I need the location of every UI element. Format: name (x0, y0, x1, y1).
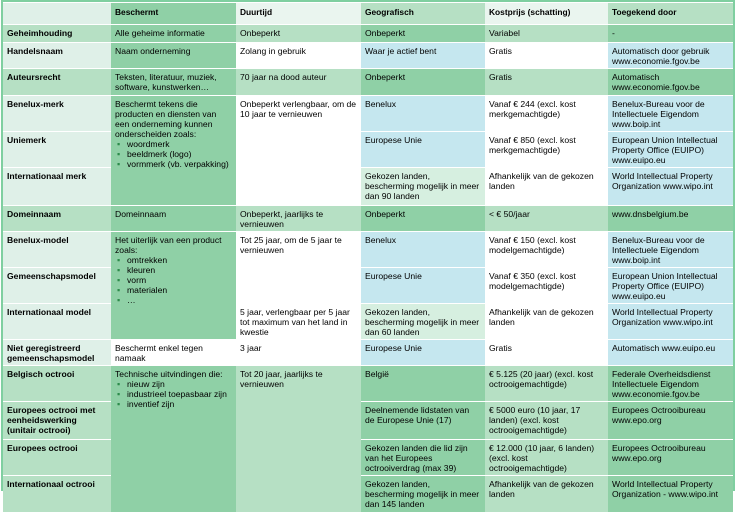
cell-kostprijs: Vanaf € 244 (excl. kost merkgemachtigde) (485, 96, 608, 132)
row-label: Gemeenschapsmodel (3, 268, 111, 304)
cell-kostprijs: Gratis (485, 69, 608, 96)
cell-geografisch: Benelux (361, 232, 485, 268)
cell-kostprijs: < € 50/jaar (485, 206, 608, 232)
cell-kostprijs: Vanaf € 850 (excl. kost merkgemachtigde) (485, 132, 608, 168)
cell-kostprijs: € 5.125 (20 jaar) (excl. kost octrooigemachtigde) (485, 366, 608, 402)
table-row (3, 96, 733, 132)
cell-duurtijd: 3 jaar (236, 340, 361, 366)
row-label: Internationaal octrooi (3, 476, 111, 512)
header-toegekend-door: Toegekend door (608, 3, 733, 25)
cell-geografisch: Onbeperkt (361, 69, 485, 96)
bullet-kleuren: ▪ kleuren (123, 265, 232, 275)
cell-toegekend-door: Automatisch door gebruik www.economie.fgov.be (608, 43, 733, 69)
cell-kostprijs: € 12.000 (10 jaar, 6 landen) (excl. kost octrooigemachtigde) (485, 440, 608, 476)
model-bullet-list (115, 255, 232, 305)
cell-toegekend-door: World Intellectual Property Organization - www.wipo.int (608, 476, 733, 512)
row-label: Niet geregistreerd gemeenschapsmodel (3, 340, 111, 366)
cell-toegekend-door: European Union Intellectual Property Office (EUIPO) www.euipo.eu (608, 132, 733, 168)
cell-geografisch: Europese Unie (361, 340, 485, 366)
row-label: Handelsnaam (3, 43, 111, 69)
header-duurtijd: Duurtijd (236, 3, 361, 25)
header-kostprijs: Kostprijs (schatting) (485, 3, 608, 25)
row-label: Geheimhouding (3, 25, 111, 43)
bullet-inventief: ▪ inventief zijn (123, 399, 232, 409)
row-label: Europees octrooi met eenheidswerking (unitair octrooi) (3, 402, 111, 440)
cell-toegekend-door: Automatisch www.economie.fgov.be (608, 69, 733, 96)
cell-geografisch: Onbeperkt (361, 206, 485, 232)
cell-duurtijd: 70 jaar na dood auteur (236, 69, 361, 96)
cell-beschermt-model (111, 232, 236, 340)
bullet-nieuw: ▪ nieuw zijn (123, 379, 232, 389)
cell-kostprijs: Vanaf € 150 (excl. kost modelgemachtigde) (485, 232, 608, 268)
beschermt-octrooi-text: Technische uitvindingen die: (115, 369, 223, 379)
bullet-woordmerk: ▪ woordmerk (123, 139, 232, 149)
row-label: Benelux-merk (3, 96, 111, 132)
cell-kostprijs: Gratis (485, 340, 608, 366)
row-label: Internationaal model (3, 304, 111, 340)
cell-duurtijd: Tot 25 jaar, om de 5 jaar te vernieuwen (236, 232, 361, 304)
table-row (3, 25, 733, 43)
row-label: Europees octrooi (3, 440, 111, 476)
cell-duurtijd: Tot 20 jaar, jaarlijks te vernieuwen (236, 366, 361, 512)
cell-toegekend-door: World Intellectual Property Organization www.wipo.int (608, 304, 733, 340)
row-label: Internationaal merk (3, 168, 111, 206)
cell-kostprijs: Variabel (485, 25, 608, 43)
cell-beschermt: Alle geheime informatie (111, 25, 236, 43)
cell-beschermt: Naam onderneming (111, 43, 236, 69)
bullet-beeldmerk: ▪ beeldmerk (logo) (123, 149, 232, 159)
cell-beschermt: Teksten, literatuur, muziek, software, kunstwerken… (111, 69, 236, 96)
cell-toegekend-door: Europees Octrooibureau www.epo.org (608, 440, 733, 476)
cell-beschermt: Beschermt enkel tegen namaak (111, 340, 236, 366)
cell-kostprijs: Gratis (485, 43, 608, 69)
cell-geografisch: Gekozen landen, bescherming mogelijk in meer dan 90 landen (361, 168, 485, 206)
cell-beschermt-merk (111, 96, 236, 206)
cell-geografisch: Europese Unie (361, 132, 485, 168)
cell-duurtijd: Onbeperkt verlengbaar, om de 10 jaar te vernieuwen (236, 96, 361, 206)
row-label: Auteursrecht (3, 69, 111, 96)
table-row (3, 232, 733, 268)
bullet-materialen: ▪ materialen (123, 285, 232, 295)
ip-protection-table (1, 0, 735, 509)
bullet-etc: ▪ … (123, 295, 232, 305)
beschermt-merk-text: Beschermt tekens die producten en diensten van een onderneming kunnen onderscheiden zoals: (115, 99, 217, 139)
cell-kostprijs: Afhankelijk van de gekozen landen (485, 304, 608, 340)
cell-geografisch: Benelux (361, 96, 485, 132)
cell-toegekend-door: Europees Octrooibureau www.epo.org (608, 402, 733, 440)
cell-geografisch: Gekozen landen, bescherming mogelijk in meer dan 60 landen (361, 304, 485, 340)
cell-beschermt: Domeinnaam (111, 206, 236, 232)
cell-geografisch: Waar je actief bent (361, 43, 485, 69)
table-row (3, 340, 733, 366)
row-label: Domeinnaam (3, 206, 111, 232)
cell-duurtijd: 5 jaar, verlengbaar per 5 jaar tot maximum van het land in kwestie (236, 304, 361, 340)
cell-toegekend-door: - (608, 25, 733, 43)
ip-table (3, 2, 733, 512)
beschermt-model-text: Het uiterlijk van een product zoals: (115, 235, 222, 255)
cell-geografisch: Europese Unie (361, 268, 485, 304)
cell-toegekend-door: www.dnsbelgium.be (608, 206, 733, 232)
table-row (3, 43, 733, 69)
cell-geografisch: Deelnemende lidstaten van de Europese Unie (17) (361, 402, 485, 440)
table-row (3, 206, 733, 232)
cell-toegekend-door: World Intellectual Property Organization www.wipo.int (608, 168, 733, 206)
cell-geografisch: Gekozen landen die lid zijn van het Europees octrooiverdrag (max 39) (361, 440, 485, 476)
header-beschermt: Beschermt (111, 3, 236, 25)
octrooi-bullet-list (115, 379, 232, 409)
cell-geografisch: Onbeperkt (361, 25, 485, 43)
bullet-industrieel: ▪ industrieel toepasbaar zijn (123, 389, 232, 399)
cell-duurtijd: Onbeperkt, jaarlijks te vernieuwen (236, 206, 361, 232)
row-label: Benelux-model (3, 232, 111, 268)
merk-bullet-list (115, 139, 232, 169)
cell-toegekend-door: European Union Intellectual Property Office (EUIPO) www.euipo.eu (608, 268, 733, 304)
row-label: Belgisch octrooi (3, 366, 111, 402)
cell-kostprijs: Afhankelijk van de gekozen landen (485, 168, 608, 206)
cell-geografisch: Gekozen landen, bescherming mogelijk in meer dan 145 landen (361, 476, 485, 512)
cell-geografisch: België (361, 366, 485, 402)
cell-kostprijs: Afhankelijk van de gekozen landen (485, 476, 608, 512)
header-geografisch: Geografisch (361, 3, 485, 25)
header-row (3, 3, 733, 25)
bullet-omtrekken: ▪ omtrekken (123, 255, 232, 265)
cell-duurtijd: Zolang in gebruik (236, 43, 361, 69)
bullet-vormmerk: ▪ vormmerk (vb. verpakking) (123, 159, 232, 169)
cell-toegekend-door: Federale Overheidsdienst Intellectuele Eigendom www.economie.fgov.be (608, 366, 733, 402)
cell-kostprijs: € 5000 euro (10 jaar, 17 landen) (excl. kost octrooigemachtigde) (485, 402, 608, 440)
cell-kostprijs: Vanaf € 350 (excl. kost modelgemachtigde) (485, 268, 608, 304)
cell-toegekend-door: Benelux-Bureau voor de Intellectuele Eigendom www.boip.int (608, 96, 733, 132)
bullet-vorm: ▪ vorm (123, 275, 232, 285)
header-empty (3, 3, 111, 25)
cell-toegekend-door: Benelux-Bureau voor de Intellectuele Eigendom www.boip.int (608, 232, 733, 268)
row-label: Uniemerk (3, 132, 111, 168)
table-row (3, 69, 733, 96)
cell-duurtijd: Onbeperkt (236, 25, 361, 43)
cell-toegekend-door: Automatisch www.euipo.eu (608, 340, 733, 366)
table-row (3, 366, 733, 402)
cell-beschermt-octrooi (111, 366, 236, 512)
